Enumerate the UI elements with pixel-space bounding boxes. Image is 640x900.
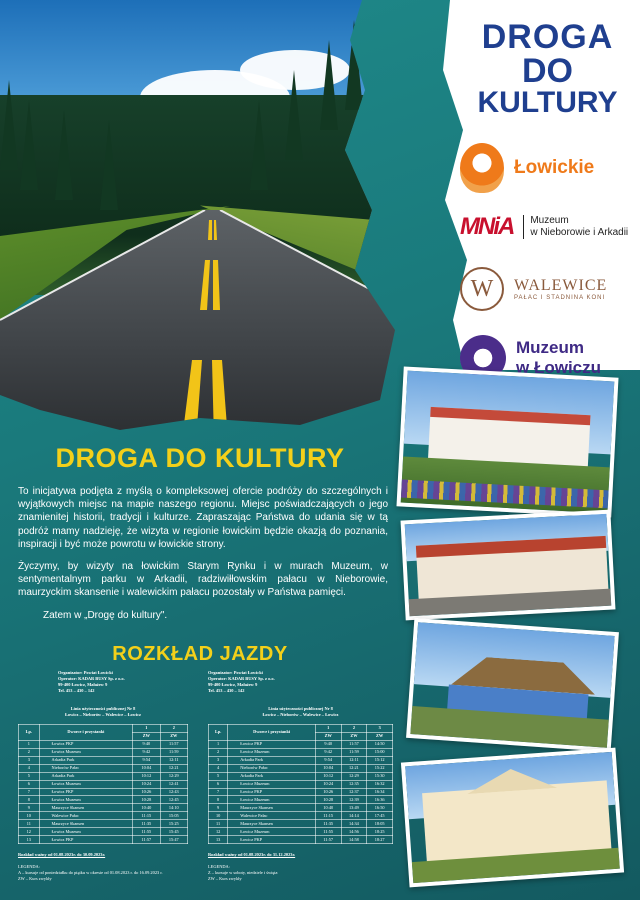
muzeum-text-2: w Łowiczu — [516, 357, 601, 377]
table-row — [209, 740, 393, 748]
table-row — [19, 812, 188, 820]
legend-item: Z – kursuje w soboty, niedziele i święta — [208, 870, 278, 876]
stop-name: Łowicz Muzeum — [39, 796, 133, 804]
departure-time: 11:57 — [341, 740, 367, 748]
tree — [285, 70, 303, 160]
table-row — [209, 772, 393, 780]
departure-time: 10:28 — [315, 796, 341, 804]
table-row — [19, 764, 188, 772]
stop-name: Łowicz Muzeum — [39, 748, 133, 756]
logo-line-1: DROGA — [481, 18, 614, 56]
row-number: 4 — [19, 764, 40, 772]
departure-time: 17:45 — [367, 812, 393, 820]
departure-time: 10:24 — [133, 780, 160, 788]
stop-name: Arkadia Park — [228, 772, 316, 780]
timetable-left — [18, 724, 188, 845]
mnia-logo — [460, 207, 635, 247]
lowickie-text: Łowickie — [514, 156, 595, 178]
line-route: Łowicz – Nieborów – Walewice – Łowicz — [64, 711, 141, 717]
departure-time: 14:14 — [341, 812, 367, 820]
row-number: 4 — [209, 764, 228, 772]
departure-time: 10:40 — [315, 804, 341, 812]
legend-title: LEGENDA: — [208, 864, 230, 870]
departure-time: 12:29 — [341, 772, 367, 780]
table-row — [209, 748, 393, 756]
departure-time: 11:55 — [315, 828, 341, 836]
legend-item: A – kursuje od poniedziałku do piątku w okresie od 01.08.2023 r. do 16.09.2023 r. — [18, 870, 163, 876]
stop-name: Łowicz Muzeum — [228, 780, 316, 788]
row-number: 1 — [209, 740, 228, 748]
partner-logos — [460, 20, 635, 385]
departure-time: 15:30 — [367, 772, 393, 780]
stop-name: Maurzyce Skansen — [228, 804, 316, 812]
tree — [100, 120, 118, 210]
row-number: 13 — [209, 836, 228, 844]
departure-time: 11:35 — [315, 820, 341, 828]
stop-name: Łowicz Muzeum — [228, 748, 316, 756]
tree — [320, 40, 338, 130]
departure-time: 12:21 — [341, 764, 367, 772]
departure-time: 18:25 — [367, 828, 393, 836]
col-course-1: 1 — [133, 724, 160, 732]
row-number: 2 — [19, 748, 40, 756]
departure-time: 11:15 — [315, 812, 341, 820]
table-row — [209, 820, 393, 828]
row-number: 3 — [19, 756, 40, 764]
row-number: 12 — [19, 828, 40, 836]
departure-time: 10:26 — [133, 788, 160, 796]
departure-time: 14:56 — [341, 828, 367, 836]
departure-time: 14:10 — [160, 804, 187, 812]
departure-time: 11:59 — [160, 748, 187, 756]
departure-time: 12:39 — [341, 796, 367, 804]
departure-time: 11:15 — [133, 812, 160, 820]
stop-name: Łowicz PKP — [39, 788, 133, 796]
intro-text — [18, 485, 388, 631]
table-row — [209, 756, 393, 764]
departure-time: 15:12 — [367, 756, 393, 764]
departure-time: 12:11 — [341, 756, 367, 764]
row-number: 7 — [209, 788, 228, 796]
stop-name: Łowicz PKP — [39, 836, 133, 844]
address: 99-400 Łowicz, Małażew 9 — [58, 681, 108, 687]
departure-time: 16:36 — [367, 796, 393, 804]
col-type-3: ZW — [367, 732, 393, 740]
departure-time: 14:34 — [341, 820, 367, 828]
departure-time: 12:35 — [341, 780, 367, 788]
row-number: 9 — [19, 804, 40, 812]
schedule-title: ROZKŁAD JAZDY — [112, 643, 288, 665]
walewice-logo — [460, 261, 635, 316]
photo-walewice-palace — [401, 748, 624, 888]
departure-time: 11:57 — [315, 836, 341, 844]
tree — [250, 100, 268, 190]
departure-time: 11:59 — [341, 748, 367, 756]
departure-time: 12:43 — [160, 788, 187, 796]
photo-lowicz-building — [401, 510, 616, 621]
table-row — [19, 740, 188, 748]
table-row — [19, 796, 188, 804]
departure-time: 9:42 — [315, 748, 341, 756]
departure-time: 10:28 — [133, 796, 160, 804]
col-course-2: 2 — [341, 724, 367, 732]
departure-time: 10:12 — [315, 772, 341, 780]
departure-time: 10:04 — [133, 764, 160, 772]
line-route: Łowicz – Nieborów – Walewice – Łowicz — [262, 711, 339, 717]
departure-time: 11:35 — [133, 820, 160, 828]
departure-time: 18:05 — [367, 820, 393, 828]
table-row — [19, 836, 188, 844]
departure-time: 9:54 — [133, 756, 160, 764]
road-markings — [0, 210, 400, 430]
table-row — [19, 820, 188, 828]
mnia-text-2: w Nieborowie i Arkadii — [530, 227, 629, 238]
col-course-1: 1 — [315, 724, 341, 732]
row-number: 10 — [19, 812, 40, 820]
legend-item: ZW – Kurs zwykły — [18, 876, 52, 882]
photo-nieborow-palace — [396, 366, 618, 517]
table-row — [209, 788, 393, 796]
phone: Tel. 453 – 430 – 142 — [208, 687, 245, 693]
organizer: Organizator: Powiat Łowicki — [58, 670, 113, 675]
intro-paragraph-3: Zatem w „Drogę do kultury". — [43, 609, 168, 621]
departure-time: 9:40 — [133, 740, 160, 748]
row-number: 13 — [19, 836, 40, 844]
droga-do-kultury-logo — [460, 20, 635, 118]
stop-name: Walewice Pałac — [228, 812, 316, 820]
departure-time: 16:50 — [367, 804, 393, 812]
muzeum-text-1: Muzeum — [516, 337, 584, 357]
walewice-sub: PAŁAC I STADNINA KONI — [514, 294, 606, 301]
timetable-right — [208, 724, 393, 845]
departure-time: 15:45 — [160, 828, 187, 836]
col-type-1: ZW — [315, 732, 341, 740]
tree — [345, 20, 363, 110]
table-row — [19, 828, 188, 836]
legend-item: ZW – Kurs zwykły — [208, 876, 242, 882]
line-name: Linia użyteczności publicznej Nr 8 — [268, 705, 333, 711]
logo-line-2: DO — [522, 52, 573, 90]
stop-name: Nieborów Pałac — [39, 764, 133, 772]
departure-time: 12:21 — [160, 764, 187, 772]
mnia-text — [523, 215, 628, 239]
stop-name: Łowicz PKP — [39, 740, 133, 748]
tree — [0, 80, 18, 170]
stop-name: Maurzyce Skansen — [228, 820, 316, 828]
row-number: 3 — [209, 756, 228, 764]
col-type-2: ZW — [341, 732, 367, 740]
departure-time: 9:54 — [315, 756, 341, 764]
table-row — [19, 748, 188, 756]
departure-time: 11:57 — [160, 740, 187, 748]
table-row — [209, 836, 393, 844]
row-number: 9 — [209, 804, 228, 812]
departure-time: 12:45 — [160, 796, 187, 804]
phone: Tel. 453 – 430 – 142 — [58, 687, 95, 693]
col-lp: Lp. — [19, 724, 40, 740]
page-title: DROGA DO KULTURY — [55, 443, 345, 473]
departure-time: 10:40 — [133, 804, 160, 812]
departure-time: 14:50 — [367, 740, 393, 748]
stop-name: Łowicz Muzeum — [39, 780, 133, 788]
departure-time: 9:42 — [133, 748, 160, 756]
departure-time: 18:27 — [367, 836, 393, 844]
stop-name: Łowicz Muzeum — [39, 828, 133, 836]
table-row — [19, 756, 188, 764]
departure-time: 12:37 — [341, 788, 367, 796]
table-row — [209, 812, 393, 820]
row-number: 6 — [19, 780, 40, 788]
intro-paragraph-2: Życzymy, by wizyty na łowickim Starym Rynku i w murach Muzeum, w sentymentalnym parku w Arkadii, radziwiłłowskim pałacu w Nieborowie, maurzyckim skansenie i walewickim pałacu pozostały w Państwa pamięci. — [18, 560, 388, 599]
schedule-left — [18, 670, 188, 882]
row-number: 1 — [19, 740, 40, 748]
departure-time: 12:11 — [160, 756, 187, 764]
stop-name: Łowicz PKP — [228, 836, 316, 844]
mnia-mark: MNiA — [460, 213, 514, 240]
table-row — [19, 780, 188, 788]
departure-time: 12:41 — [160, 780, 187, 788]
stop-name: Łowicz Muzeum — [228, 828, 316, 836]
stop-name: Arkadia Park — [39, 756, 133, 764]
stop-name: Arkadia Park — [228, 756, 316, 764]
row-number: 11 — [209, 820, 228, 828]
schedule-right — [208, 670, 393, 882]
row-number: 8 — [209, 796, 228, 804]
row-number: 12 — [209, 828, 228, 836]
row-number: 7 — [19, 788, 40, 796]
stop-name: Maurzyce Skansen — [39, 820, 133, 828]
stop-name: Walewice Pałac — [39, 812, 133, 820]
photo-maurzyce-skansen — [406, 618, 619, 752]
walewice-name: WALEWICE — [514, 276, 608, 294]
table-row — [19, 788, 188, 796]
table-row — [209, 780, 393, 788]
row-number: 8 — [19, 796, 40, 804]
tree — [20, 100, 38, 190]
departure-time: 10:26 — [315, 788, 341, 796]
mnia-text-1: Muzeum — [530, 215, 569, 226]
departure-time: 10:04 — [315, 764, 341, 772]
col-type-1: ZW — [133, 732, 160, 740]
lowickie-emblem-icon — [460, 143, 504, 193]
departure-time: 14:58 — [341, 836, 367, 844]
legend-title: LEGENDA: — [18, 864, 40, 870]
table-row — [209, 828, 393, 836]
logo-line-3: KULTURY — [477, 86, 618, 119]
col-course-3: 3 — [367, 724, 393, 732]
departure-time: 11:57 — [133, 836, 160, 844]
departure-time: 9:40 — [315, 740, 341, 748]
organizer: Organizator: Powiat Łowicki — [208, 670, 263, 675]
lowickie-logo — [460, 140, 635, 195]
col-stop: Dworce i przystanki — [39, 724, 133, 740]
departure-time: 15:47 — [160, 836, 187, 844]
departure-time: 12:29 — [160, 772, 187, 780]
departure-time: 13:49 — [341, 804, 367, 812]
walewice-crest-icon: W — [460, 267, 504, 311]
departure-time: 16:34 — [367, 788, 393, 796]
row-number: 10 — [209, 812, 228, 820]
validity: Rozkład ważny od 01.08.2023r. do 30.09.2023r. — [18, 852, 106, 858]
address: 99-400 Łowicz, Małażew 9 — [208, 681, 258, 687]
departure-time: 15:00 — [367, 748, 393, 756]
stop-name: Maurzyce Skansen — [39, 804, 133, 812]
row-number: 5 — [209, 772, 228, 780]
col-lp: Lp. — [209, 724, 228, 740]
row-number: 5 — [19, 772, 40, 780]
departure-time: 10:12 — [133, 772, 160, 780]
row-number: 2 — [209, 748, 228, 756]
table-row — [19, 772, 188, 780]
line-name: Linia użyteczności publicznej Nr 8 — [70, 705, 136, 711]
row-number: 6 — [209, 780, 228, 788]
stop-name: Łowicz PKP — [228, 740, 316, 748]
hero-road-photo — [0, 0, 400, 430]
departure-time: 11:55 — [133, 828, 160, 836]
table-row — [209, 764, 393, 772]
departure-time: 16:32 — [367, 780, 393, 788]
departure-time: 10:24 — [315, 780, 341, 788]
row-number: 11 — [19, 820, 40, 828]
departure-time: 15:22 — [367, 764, 393, 772]
stop-name: Łowicz PKP — [228, 788, 316, 796]
departure-time: 15:05 — [160, 812, 187, 820]
stop-name: Łowicz Muzeum — [228, 796, 316, 804]
col-type-2: ZW — [160, 732, 187, 740]
table-row — [19, 804, 188, 812]
operator: Operator: KADAR BUSY Sp. z o.o. — [208, 675, 275, 681]
tree — [55, 110, 73, 200]
table-row — [209, 796, 393, 804]
col-stop: Dworce i przystanki — [228, 724, 316, 740]
table-row — [209, 804, 393, 812]
operator: Operator: KADAR BUSY Sp. z o.o. — [58, 675, 125, 681]
intro-paragraph-1: To inicjatywa podjęta z myślą o kompleksowej ofercie podróży do szczególnych i wyjątkowych miejsc na mapie naszego regionu. Miejsc poświadczających o jego znamienitej historii, tradycji i kulturze. Zapraszając Państwa do udania się w tą podróż mamy nadzieję, że wizyta w regionie łowickim będzie okazją do poznania, inspiracji i być może powrotu w łowickie strony. — [18, 486, 388, 550]
col-course-2: 2 — [160, 724, 187, 732]
stop-name: Arkadia Park — [39, 772, 133, 780]
validity: Rozkład ważny od 01.08.2023r. do 31.12.2023r. — [208, 852, 296, 858]
departure-time: 15:25 — [160, 820, 187, 828]
stop-name: Nieborów Pałac — [228, 764, 316, 772]
